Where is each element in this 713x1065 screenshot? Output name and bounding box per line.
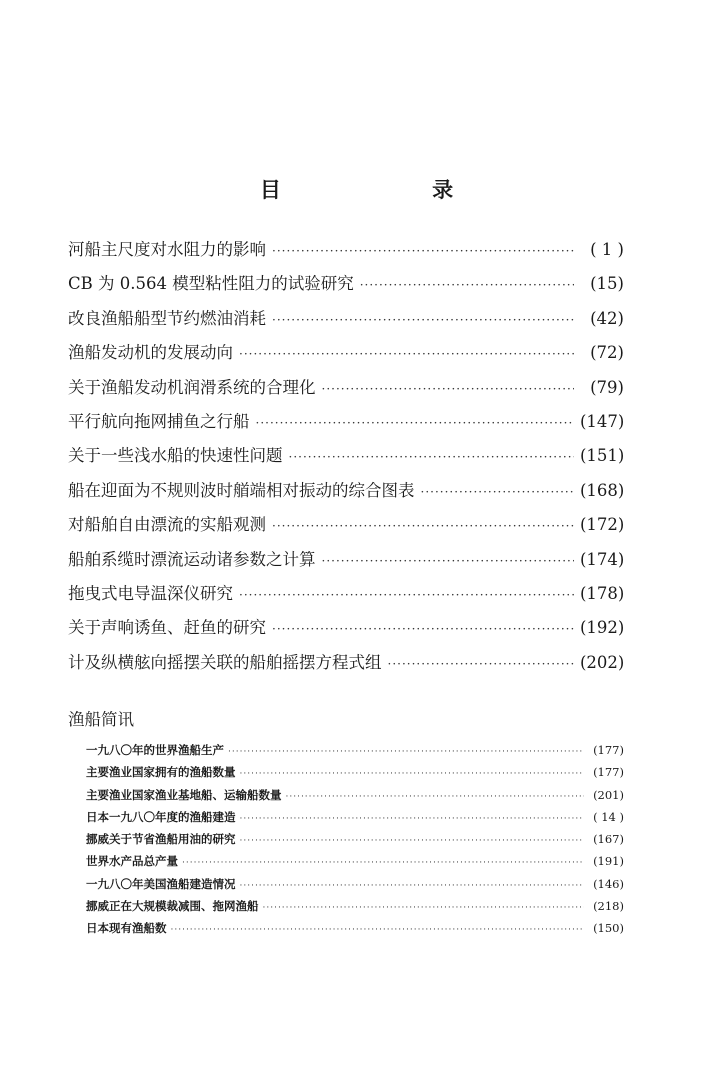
table-of-contents [68,236,624,683]
leader-dots [240,769,585,779]
news-entry-page: (177) [593,743,624,757]
news-entry-page: (146) [593,876,624,891]
leader-dots [272,519,574,533]
toc-entry-page: (174) [580,549,625,569]
news-entry-title: 一九八〇年的世界渔船生产 [86,743,224,757]
toc-entry-title: 渔船发动机的发展动向 [68,343,233,363]
toc-entry-page: (172) [580,515,625,535]
news-entry[interactable] [86,809,624,831]
leader-dots [240,881,585,891]
toc-entry[interactable] [68,305,624,339]
leader-dots [256,416,575,430]
news-entry[interactable] [86,876,624,898]
news-entry-title: 世界水产品总产量 [86,854,178,869]
toc-entry-title: 改良渔船船型节约燃油消耗 [68,308,266,328]
toc-entry-page: (178) [580,583,625,603]
news-entry[interactable] [86,920,624,942]
leader-dots [240,814,585,824]
toc-entry[interactable] [68,649,624,683]
leader-dots [263,903,585,913]
toc-entry-page: ( 1 ) [590,240,624,259]
toc-entry[interactable] [68,511,624,545]
leader-dots [272,313,574,327]
toc-entry[interactable] [68,442,624,476]
news-entry-page: (218) [593,899,624,914]
leader-dots [272,622,574,636]
news-entry-page: (201) [593,787,624,802]
toc-entry-title: 船在迎面为不规则波时艏端相对振动的综合图表 [68,480,415,500]
toc-entry-title: 关于声响诱鱼、赶鱼的研究 [68,618,266,638]
toc-entry-page: (147) [580,411,625,431]
toc-entry[interactable] [68,546,624,580]
news-entry[interactable] [86,787,624,809]
news-entry-title: 日本一九八〇年度的渔船建造 [86,809,236,824]
toc-entry-page: (42) [590,308,624,328]
toc-entry-page: (151) [580,446,625,466]
toc-entry-page: (72) [590,343,624,363]
news-entry-title: 挪威正在大规模裁减围、拖网渔船 [86,899,259,914]
news-entry[interactable] [86,742,624,764]
toc-entry-title: 河船主尺度对水阻力的影响 [68,240,266,259]
news-entry-page: (177) [593,765,624,780]
page-title: 目 录 [259,178,526,202]
leader-dots [289,450,575,464]
news-entry[interactable] [86,831,624,853]
toc-entry[interactable] [68,408,624,442]
news-entry-page: (150) [593,921,624,936]
toc-entry-page: (168) [580,480,625,500]
news-entry-page: (167) [593,832,624,847]
news-entry[interactable] [86,853,624,875]
toc-entry[interactable] [68,477,624,511]
leader-dots [388,657,575,671]
leader-dots [228,747,584,757]
news-entry-title: 一九八〇年美国渔船建造情况 [86,876,236,891]
news-entry-title: 日本现有渔船数 [86,921,167,936]
toc-entry-page: (15) [590,274,624,294]
news-section-heading: 渔船简讯 [68,710,134,729]
toc-entry[interactable] [68,270,624,304]
leader-dots [322,554,575,568]
toc-entry-title: CB 为 0.564 模型粘性阻力的试验研究 [68,274,354,294]
news-entry-title: 主要渔业国家拥有的渔船数量 [86,765,236,780]
news-entry[interactable] [86,898,624,920]
toc-entry-page: (79) [590,377,624,397]
toc-entry[interactable] [68,236,624,270]
news-contents [86,742,624,943]
toc-entry[interactable] [68,339,624,373]
news-entry-title: 挪威关于节省渔船用油的研究 [86,832,236,847]
toc-entry-page: (192) [580,618,625,638]
toc-entry-title: 平行航向拖网捕鱼之行船 [68,411,250,431]
leader-dots [272,244,574,258]
news-entry[interactable] [86,764,624,786]
leader-dots [360,278,574,292]
leader-dots [322,382,575,396]
toc-entry-title: 船舶系缆时漂流运动诸参数之计算 [68,549,316,569]
leader-dots [182,858,584,868]
toc-entry-title: 关于渔船发动机润滑系统的合理化 [68,377,316,397]
toc-entry-page: (202) [580,652,625,672]
leader-dots [239,347,574,361]
leader-dots [421,485,575,499]
leader-dots [240,836,585,846]
news-entry-title: 主要渔业国家渔业基地船、运输船数量 [86,787,282,802]
toc-entry[interactable] [68,580,624,614]
leader-dots [171,925,585,935]
news-entry-page: (191) [593,854,624,869]
toc-entry-title: 对船舶自由漂流的实船观测 [68,515,266,535]
leader-dots [239,588,574,602]
toc-entry[interactable] [68,374,624,408]
toc-entry-title: 计及纵横舷向摇摆关联的船舶摇摆方程式组 [68,652,382,672]
news-entry-page: ( 14 ) [593,809,624,824]
toc-entry-title: 拖曳式电导温深仪研究 [68,583,233,603]
toc-entry-title: 关于一些浅水船的快速性问题 [68,446,283,466]
leader-dots [286,792,585,802]
toc-entry[interactable] [68,614,624,648]
